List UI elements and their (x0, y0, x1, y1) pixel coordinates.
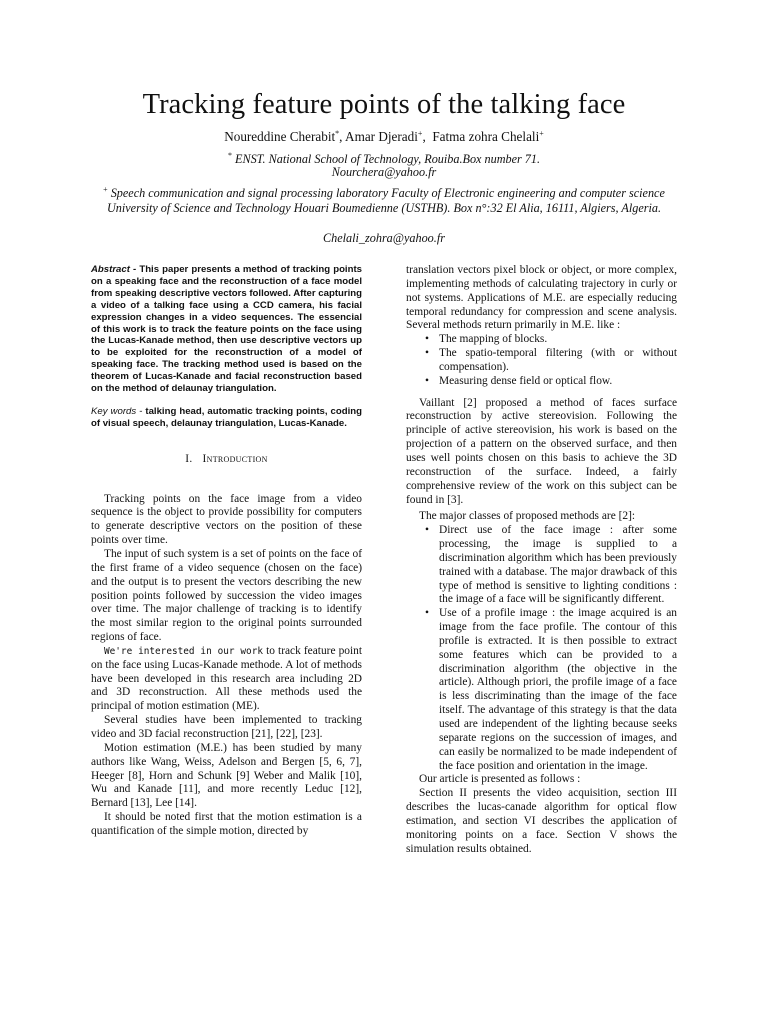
bullet-icon: • (425, 333, 429, 346)
author-mark: + (539, 129, 544, 138)
affiliation-text: ENST. National School of Technology, Rouiba.Box number 71. (235, 152, 541, 166)
affiliation-2 (100, 183, 668, 215)
body-paragraph (91, 645, 362, 714)
phrase-lead: We're interested in our work (104, 645, 263, 657)
body-paragraph: Vaillant [2] proposed a method of faces surface reconstruction by active stereovision. Following the principle of active stereovision, his work is based on the projection of a pattern on the observed surface, and then uses well points chosen on this basis to achieve the 3D reconstruction of the surface. Indeed, a fairly comprehensive review of the work on this subject can be found in [3]. (406, 396, 677, 506)
body-paragraph: Several studies have been implemented to tracking video and 3D facial reconstruction [21], [22], [23]. (91, 714, 362, 740)
section-title: Introduction (202, 452, 268, 465)
affiliation-2-email: Chelali_zohra@yahoo.fr (323, 231, 445, 245)
body-paragraph: The major classes of proposed methods are [2]: (419, 510, 636, 523)
author-mark: + (417, 129, 423, 138)
body-paragraph: Motion estimation (M.E.) has been studied by many authors like Wang, Weiss, Adelson and Bergen [5, 6, 7], Heeger [8], Horn and Schunk [9] Weber and Malik [10], Wu and Kanade [11], and more recently Leduc [12], Bernard [13], Lee [14]. (91, 741, 362, 810)
keywords (91, 406, 362, 430)
body-paragraph: translation vectors pixel block or object, or more complex, implementing methods of calculating trajectory in curly or not systems. Applications of M.E. are especially reducing temporal redundancy for compression and scene analysis. Several methods return primarily in M.E. like : (406, 264, 677, 332)
author-line: Noureddine Cherabit*, Amar Djeradi+, Fatma zohra Chelali+ (224, 129, 544, 144)
right-column (406, 264, 677, 856)
affiliation-1 (100, 149, 668, 167)
bullet-icon: • (425, 607, 429, 620)
section-heading (91, 453, 362, 467)
abstract (91, 264, 362, 395)
bullet-list-methods (406, 333, 677, 388)
left-column (91, 264, 362, 839)
bullet-icon: • (425, 347, 429, 360)
keywords-text: talking head, automatic tracking points, coding of visual speech, delaunay triangulation, Lucas-Kanade. (91, 405, 362, 429)
body-paragraph: It should be noted first that the motion estimation is a quantification of the simple motion, directed by (91, 811, 362, 837)
section-number: I. (185, 452, 193, 465)
list-item: • Use of a profile image : the image acquired is an image from the face profile. The contour of this profile is extracted. It is then possible to extract some features which can be provided to a discrimination algorithm (the objective in the article). Although priori, the profile image of a face is less discriminating than the image of the face itself. The advantage of this strategy is that the data used are independent of the lighting because seeks separate regions on the succession of images, and can easily be normalized to be made independent of the face position and orientation in the image. (425, 607, 677, 772)
author-name: Fatma zohra Chelali (432, 129, 540, 144)
list-item: • Measuring dense field or optical flow. (425, 374, 613, 387)
author-name: Noureddine Cherabit (224, 129, 336, 144)
affiliation-1-email: Nourchera@yahoo.fr (331, 165, 437, 179)
paper-title: Tracking feature points of the talking face (142, 89, 626, 120)
author-name: Amar Djeradi (345, 129, 418, 144)
affiliation-mark: * (227, 151, 232, 160)
list-item: • The spatio-temporal filtering (with or without compensation). (425, 347, 677, 373)
body-paragraph: The input of such system is a set of points on the face of the first frame of a video sequence (chosen on the face) and the output is to present the vectors describing the new position points followed by succession the video images over time. The major challenge of tracking is to identify the most similar region to the original points surrounded regions of face. (91, 548, 362, 644)
list-item: • Direct use of the face image : after some processing, the image is supplied to a discrimination algorithm which has been previously trained with a database. The major drawback of this type of method is sensitive to lighting conditions : the image of a face will be significantly different. (425, 524, 677, 606)
list-item: • The mapping of blocks. (425, 333, 548, 346)
abstract-label: Abstract - (91, 264, 137, 275)
phrase-rest: to track feature point on the face using Lucas-Kanade methode. A lot of methods have been developed in this research area including 2D and 3D reconstruction. All these methods used the principal of motion estimation (ME). (91, 644, 362, 713)
body-paragraph: Our article is presented as follows : (419, 773, 581, 786)
bullet-list-classes (406, 524, 677, 773)
body-paragraph: Section II presents the video acquisition, section III describes the lucas-canade algorithm for optical flow estimation, and section VI describes the application of monitoring points on a face. Section V shows the simulation results obtained. (406, 787, 677, 855)
affiliation-text: Speech communication and signal processing laboratory Faculty of Electronic engineering and computer science University of Science and Technology Houari Boumedienne (USTHB). Box n°:32 El Alia, 16111, Algiers, Algeria. (106, 186, 665, 215)
keywords-label: Key words - (91, 405, 143, 417)
abstract-text: This paper presents a method of tracking points on a speaking face and the reconstruction of a face model from speaking descriptive vectors followed. After capturing a video of a talking face using a CCD camera, his facial expression changes in a video sequences. The essencial of this work is to track the feature points on the face using the Lucas-Kanade method, then use descriptive vectors up to be exploited for the reconstruction of a model of speaking face. The tracking method used is based on the theorem of Lucas-Kanade and facial reconstruction based on the method of delaunay triangulation. (91, 264, 362, 395)
body-paragraph: Tracking points on the face image from a video sequence is the object to provide possibility for computers to generate descriptive vectors on the position of these points over time. (91, 492, 362, 547)
affiliation-mark: + (103, 185, 108, 194)
bullet-icon: • (425, 524, 429, 537)
bullet-icon: • (425, 374, 429, 387)
author-mark: * (335, 129, 340, 138)
